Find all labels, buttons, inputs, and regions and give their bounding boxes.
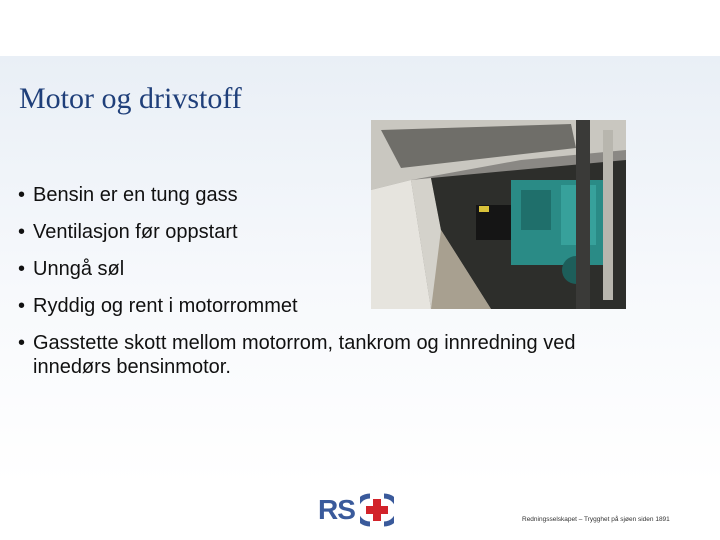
bullet-item (18, 220, 658, 244)
slide-title: Motor og drivstoff (19, 82, 242, 115)
bullet-item (18, 183, 658, 207)
footer-note: Redningsselskapet – Trygghet på sjøen siden 1891 (522, 516, 670, 523)
bullet-dot: • (18, 221, 26, 243)
top-band (0, 0, 720, 56)
bullet-item (18, 294, 658, 318)
bullet-dot: • (18, 332, 26, 354)
bullet-text: Ryddig og rent i motorrommet (33, 295, 298, 317)
bullet-text: Bensin er en tung gass (33, 184, 238, 206)
bullet-text: Unngå søl (33, 258, 125, 280)
bullet-item (18, 331, 658, 379)
bullet-dot: • (18, 258, 26, 280)
logo-text: RS (318, 494, 355, 525)
bullet-list (18, 183, 658, 392)
bullet-dot: • (18, 184, 26, 206)
rs-logo (318, 492, 402, 528)
bullet-text: Gasstette skott mellom motorrom, tankrom og innredning ved innedørs bensinmotor. (33, 332, 576, 378)
bullet-item (18, 257, 658, 281)
bullet-dot: • (18, 295, 26, 317)
bullet-text: Ventilasjon før oppstart (33, 221, 238, 243)
rescue-ring-icon (360, 493, 394, 527)
